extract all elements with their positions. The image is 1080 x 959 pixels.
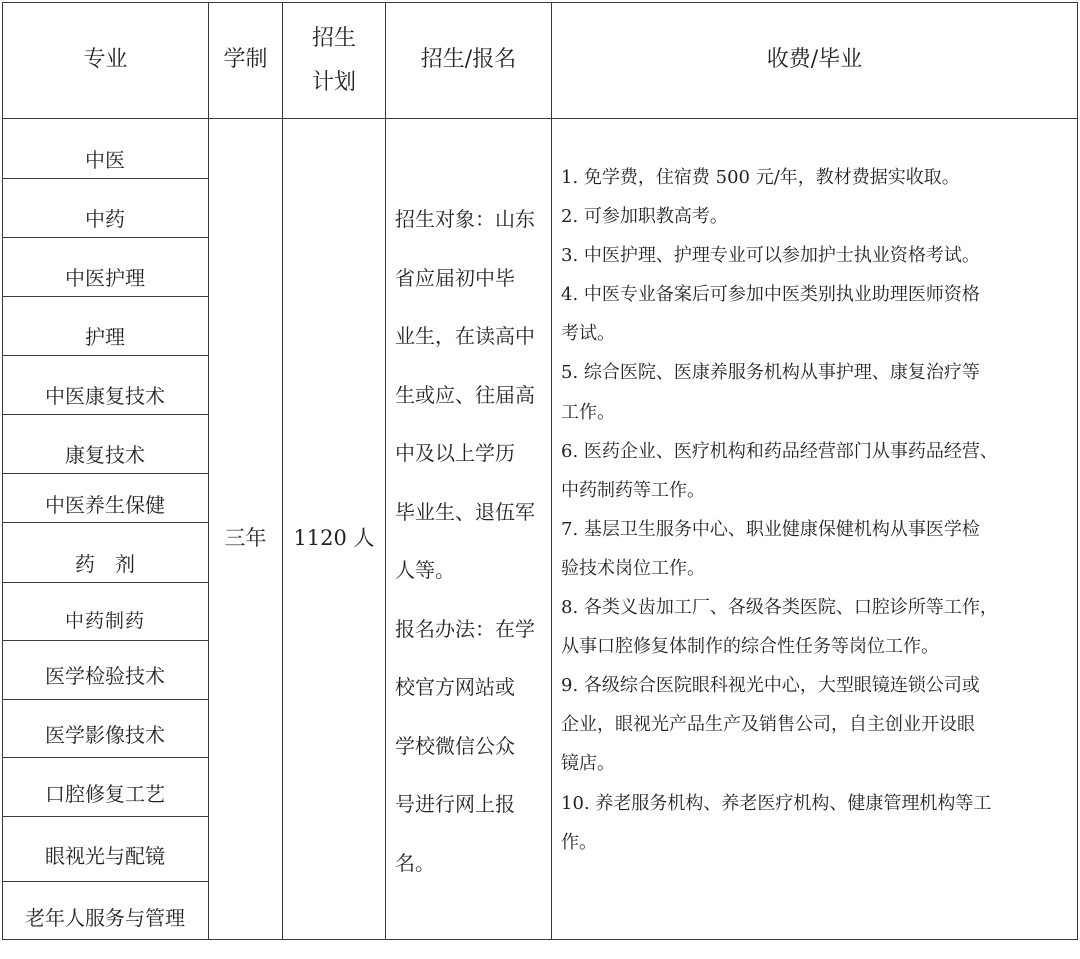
- header-duration: 学制: [223, 47, 268, 73]
- header-enroll: 招生/报名: [420, 47, 517, 73]
- fee-line: 6. 医药企业、医疗机构和药品经营部门从事药品经营、: [561, 440, 998, 462]
- major-cell: 老年人服务与管理: [25, 905, 185, 930]
- major-cell: 中药制药: [64, 610, 145, 632]
- fee-line: 镜店。: [561, 753, 615, 775]
- enroll-line: 报名办法：在学: [395, 616, 535, 641]
- enroll-line: 名。: [395, 850, 435, 875]
- fee-text: [561, 158, 1077, 862]
- major-cell: 康复技术: [65, 443, 145, 467]
- enroll-text: [395, 190, 545, 892]
- fee-line: 1. 免学费，住宿费 500 元/年，教材费据实收取。: [561, 167, 960, 188]
- enroll-line: 号进行网上报: [395, 792, 515, 816]
- fee-line: 4. 中医专业备案后可参加中医类别执业助理医师资格: [561, 284, 980, 306]
- header-plan-line2: 计划: [311, 69, 356, 95]
- enroll-line: 省应届初中毕: [395, 265, 515, 290]
- major-cell: 护理: [85, 325, 125, 349]
- fee-line: 从事口腔修复体制作的综合性任务等岗位工作。: [561, 636, 939, 658]
- fee-line: 验技术岗位工作。: [561, 557, 705, 579]
- enroll-line: 招生对象：山东: [395, 207, 535, 231]
- fee-line: 考试。: [561, 323, 615, 345]
- fee-line: 8. 各类义齿加工厂、各级各类医院、口腔诊所等工作，: [561, 597, 998, 619]
- header-divider: [2, 118, 1078, 119]
- plan-value: 1120 人: [293, 526, 375, 551]
- major-cell: 中医: [85, 148, 125, 172]
- major-cell: 中医养生保健: [45, 492, 165, 517]
- major-cell: 医学检验技术: [45, 664, 165, 688]
- enroll-line: 中及以上学历: [395, 441, 515, 465]
- fee-line: 9. 各级综合医院眼科视光中心，大型眼镜连锁公司或: [561, 675, 980, 697]
- enroll-line: 业生，在读高中: [395, 324, 535, 348]
- major-cell: 眼视光与配镜: [45, 844, 165, 868]
- enroll-line: 人等。: [395, 558, 455, 582]
- major-cell: 中医康复技术: [45, 384, 165, 408]
- major-cell: 药 剂: [75, 551, 135, 576]
- header-plan-line1: 招生: [311, 25, 356, 51]
- column-divider: [385, 2, 386, 940]
- major-cell: 中医护理: [65, 266, 145, 290]
- enroll-line: 学校微信公众: [395, 733, 515, 758]
- fee-line: 7. 基层卫生服务中心、职业健康保健机构从事医学检: [561, 518, 980, 540]
- enroll-line: 生或应、往届高: [395, 382, 535, 407]
- header-fee: 收费/毕业: [766, 47, 863, 73]
- major-cell: 中药: [85, 207, 125, 231]
- enroll-line: 毕业生、退伍军: [395, 499, 535, 524]
- fee-line: 3. 中医护理、护理专业可以参加护士执业资格考试。: [561, 245, 980, 267]
- major-cell: 医学影像技术: [45, 723, 165, 747]
- table-border-right: [1077, 2, 1078, 940]
- header-plan: [283, 3, 385, 118]
- fee-line: 2. 可参加职教高考。: [561, 206, 728, 228]
- duration-value: 三年: [224, 526, 267, 551]
- enroll-line: 校官方网站或: [395, 675, 515, 699]
- fee-line: 工作。: [561, 401, 615, 423]
- fee-line: 作。: [561, 831, 597, 853]
- fee-line: 10. 养老服务机构、养老医疗机构、健康管理机构等工: [561, 792, 992, 814]
- major-cell: 口腔修复工艺: [45, 782, 165, 806]
- fee-line: 企业，眼视光产品生产及销售公司，自主创业开设眼: [561, 714, 975, 736]
- fee-line: 5. 综合医院、医康养服务机构从事护理、康复治疗等: [561, 362, 980, 384]
- column-divider: [551, 2, 552, 940]
- header-major: 专业: [83, 47, 128, 73]
- fee-line: 中药制药等工作。: [561, 479, 705, 501]
